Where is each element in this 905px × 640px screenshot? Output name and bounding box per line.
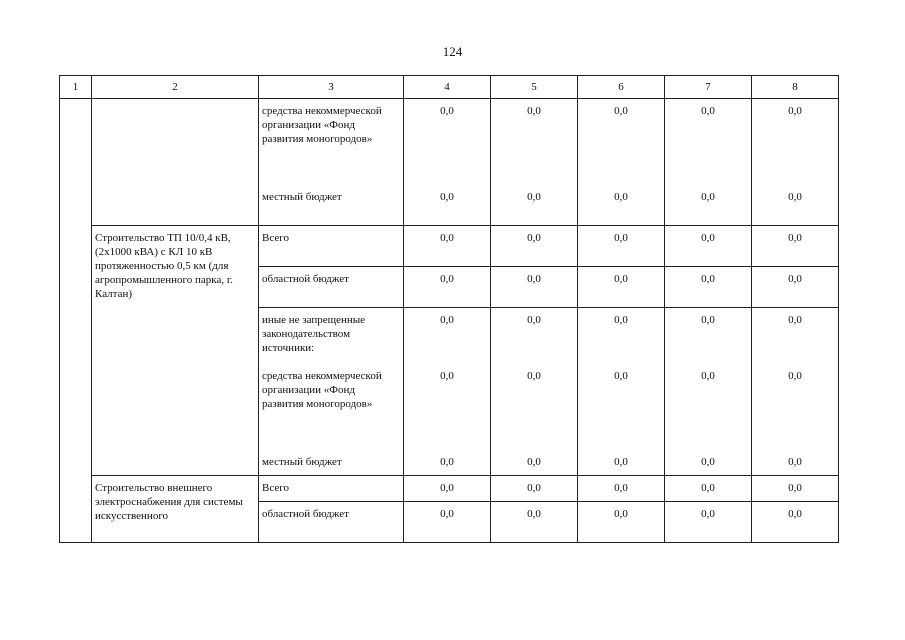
value-cell: 0,0 xyxy=(404,226,491,267)
value-cell: 0,0 xyxy=(665,267,752,308)
value-cell: 0,0 xyxy=(752,308,839,364)
page-number: 124 xyxy=(442,44,463,59)
value-cell: 0,0 xyxy=(491,226,578,267)
source-cell: Всего xyxy=(259,226,404,267)
value-cell: 0,0 xyxy=(404,99,491,185)
header-cell: 1 xyxy=(60,76,92,99)
value-cell: 0,0 xyxy=(404,450,491,476)
header-cell: 5 xyxy=(491,76,578,99)
value-cell: 0,0 xyxy=(404,502,491,543)
value-cell: 0,0 xyxy=(491,476,578,502)
value-cell: 0,0 xyxy=(491,185,578,226)
value-cell: 0,0 xyxy=(665,226,752,267)
value-cell: 0,0 xyxy=(752,99,839,185)
table-row xyxy=(60,226,839,267)
source-cell: иные не запрещенные законодательством источники: xyxy=(259,308,404,364)
source-cell: областной бюджет xyxy=(259,267,404,308)
value-cell: 0,0 xyxy=(752,450,839,476)
source-cell: средства некоммерческой организации «Фонд развития моногородов» xyxy=(259,364,404,450)
source-cell: местный бюджет xyxy=(259,450,404,476)
header-cell: 6 xyxy=(578,76,665,99)
table-row xyxy=(60,99,839,185)
header-cell: 3 xyxy=(259,76,404,99)
value-cell: 0,0 xyxy=(752,185,839,226)
value-cell: 0,0 xyxy=(752,226,839,267)
value-cell: 0,0 xyxy=(578,476,665,502)
source-cell: Всего xyxy=(259,476,404,502)
value-cell: 0,0 xyxy=(491,267,578,308)
value-cell: 0,0 xyxy=(665,450,752,476)
row-number-cell xyxy=(60,99,92,543)
value-cell: 0,0 xyxy=(491,364,578,450)
table-row xyxy=(60,476,839,502)
value-cell: 0,0 xyxy=(752,364,839,450)
source-cell: областной бюджет xyxy=(259,502,404,543)
header-cell: 4 xyxy=(404,76,491,99)
object-cell xyxy=(92,99,259,226)
value-cell: 0,0 xyxy=(578,450,665,476)
value-cell: 0,0 xyxy=(491,308,578,364)
value-cell: 0,0 xyxy=(578,502,665,543)
value-cell: 0,0 xyxy=(752,502,839,543)
value-cell: 0,0 xyxy=(578,308,665,364)
source-cell: местный бюджет xyxy=(259,185,404,226)
value-cell: 0,0 xyxy=(665,308,752,364)
value-cell: 0,0 xyxy=(578,226,665,267)
value-cell: 0,0 xyxy=(578,364,665,450)
value-cell: 0,0 xyxy=(578,99,665,185)
value-cell: 0,0 xyxy=(665,99,752,185)
value-cell: 0,0 xyxy=(404,364,491,450)
value-cell: 0,0 xyxy=(578,185,665,226)
header-cell: 7 xyxy=(665,76,752,99)
value-cell: 0,0 xyxy=(404,185,491,226)
table-header-row xyxy=(60,76,839,99)
value-cell: 0,0 xyxy=(665,502,752,543)
object-cell: Строительство ТП 10/0,4 кВ, (2х1000 кВА) с КЛ 10 кВ протяженностью 0,5 км (для агропромышленного парка, г. Калтан) xyxy=(92,226,259,476)
value-cell: 0,0 xyxy=(665,185,752,226)
source-cell: средства некоммерческой организации «Фонд развития моногородов» xyxy=(259,99,404,185)
value-cell: 0,0 xyxy=(404,308,491,364)
header-cell: 8 xyxy=(752,76,839,99)
header-cell: 2 xyxy=(92,76,259,99)
value-cell: 0,0 xyxy=(665,364,752,450)
value-cell: 0,0 xyxy=(578,267,665,308)
value-cell: 0,0 xyxy=(404,476,491,502)
value-cell: 0,0 xyxy=(404,267,491,308)
value-cell: 0,0 xyxy=(491,502,578,543)
value-cell: 0,0 xyxy=(752,476,839,502)
object-cell: Строительство внешнего электроснабжения для системы искусственного xyxy=(92,476,259,543)
value-cell: 0,0 xyxy=(752,267,839,308)
value-cell: 0,0 xyxy=(665,476,752,502)
value-cell: 0,0 xyxy=(491,450,578,476)
budget-table xyxy=(59,75,839,543)
value-cell: 0,0 xyxy=(491,99,578,185)
